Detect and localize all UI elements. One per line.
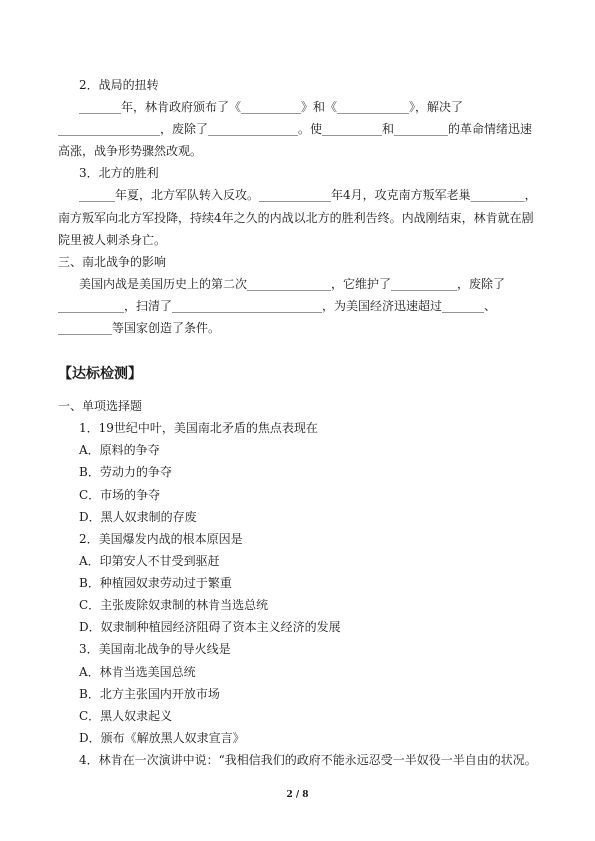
- question-3-option-d: D．颁布《解放黑人奴隶宣言》: [79, 731, 245, 745]
- page-number: 2 / 8: [286, 790, 309, 800]
- section3-heading: 3．北方的胜利: [79, 166, 159, 180]
- assessment-title: 【达标检测】: [58, 366, 142, 382]
- section3-line-1: ______年夏，北方军队转入反攻。____________年4月，攻克南方叛军老巢_________，: [79, 188, 537, 202]
- part3-line-3: _________等国家创造了条件。: [58, 321, 221, 335]
- question-1-stem: 1．19世纪中叶，美国南北矛盾的焦点表现在: [79, 421, 318, 435]
- question-3-stem: 3．美国南北战争的导火线是: [79, 642, 231, 656]
- question-3-option-a: A．林肯当选美国总统: [79, 665, 196, 679]
- question-2-option-d: D．奴隶制种植园经济阻碍了资本主义经济的发展: [79, 620, 341, 634]
- choice-section-title: 一、单项选择题: [58, 399, 143, 413]
- section2-line-2: _________________，废除了_______________。使__________和_________的革命情绪迅速: [58, 122, 533, 136]
- question-1-option-c: C．市场的争夺: [79, 488, 161, 502]
- section3-line-2: 南方叛军向北方军投降，持续4年之久的内战以北方的胜利告终。内战刚结束，林肯就在剧: [58, 211, 534, 225]
- section2-line-3: 高涨，战争形势骤然改观。: [58, 144, 203, 158]
- question-2-option-b: B．种植园奴隶劳动过于繁重: [79, 576, 232, 590]
- part3-line-2: ___________，扫清了_________________________，为美国经济迅速超过_______、: [58, 299, 497, 313]
- part3-line-1: 美国内战是美国历史上的第二次______________，它维护了___________，废除了: [79, 277, 506, 291]
- question-2-option-a: A．印第安人不甘受到驱赶: [79, 554, 220, 568]
- question-2-stem: 2．美国爆发内战的根本原因是: [79, 532, 243, 546]
- question-2-option-c: C．主张废除奴隶制的林肯当选总统: [79, 598, 269, 612]
- section2-line-1: _______年，林肯政府颁布了《__________》和《____________》，解决了: [79, 100, 464, 114]
- question-1-option-a: A．原料的争夺: [79, 443, 160, 457]
- section2-heading: 2．战局的扭转: [79, 78, 159, 92]
- section3-line-3: 院里被人刺杀身亡。: [58, 233, 167, 247]
- question-1-option-b: B．劳动力的争夺: [79, 465, 172, 479]
- question-3-option-b: B．北方主张国内开放市场: [79, 687, 220, 701]
- question-3-option-c: C．黑人奴隶起义: [79, 709, 173, 723]
- part3-heading: 三、南北战争的影响: [58, 255, 167, 269]
- question-4-stem: 4．林肯在一次演讲中说：“我相信我们的政府不能永远忍受一半奴役一半自由的状况。: [79, 753, 537, 767]
- question-1-option-d: D．黑人奴隶制的存废: [79, 510, 197, 524]
